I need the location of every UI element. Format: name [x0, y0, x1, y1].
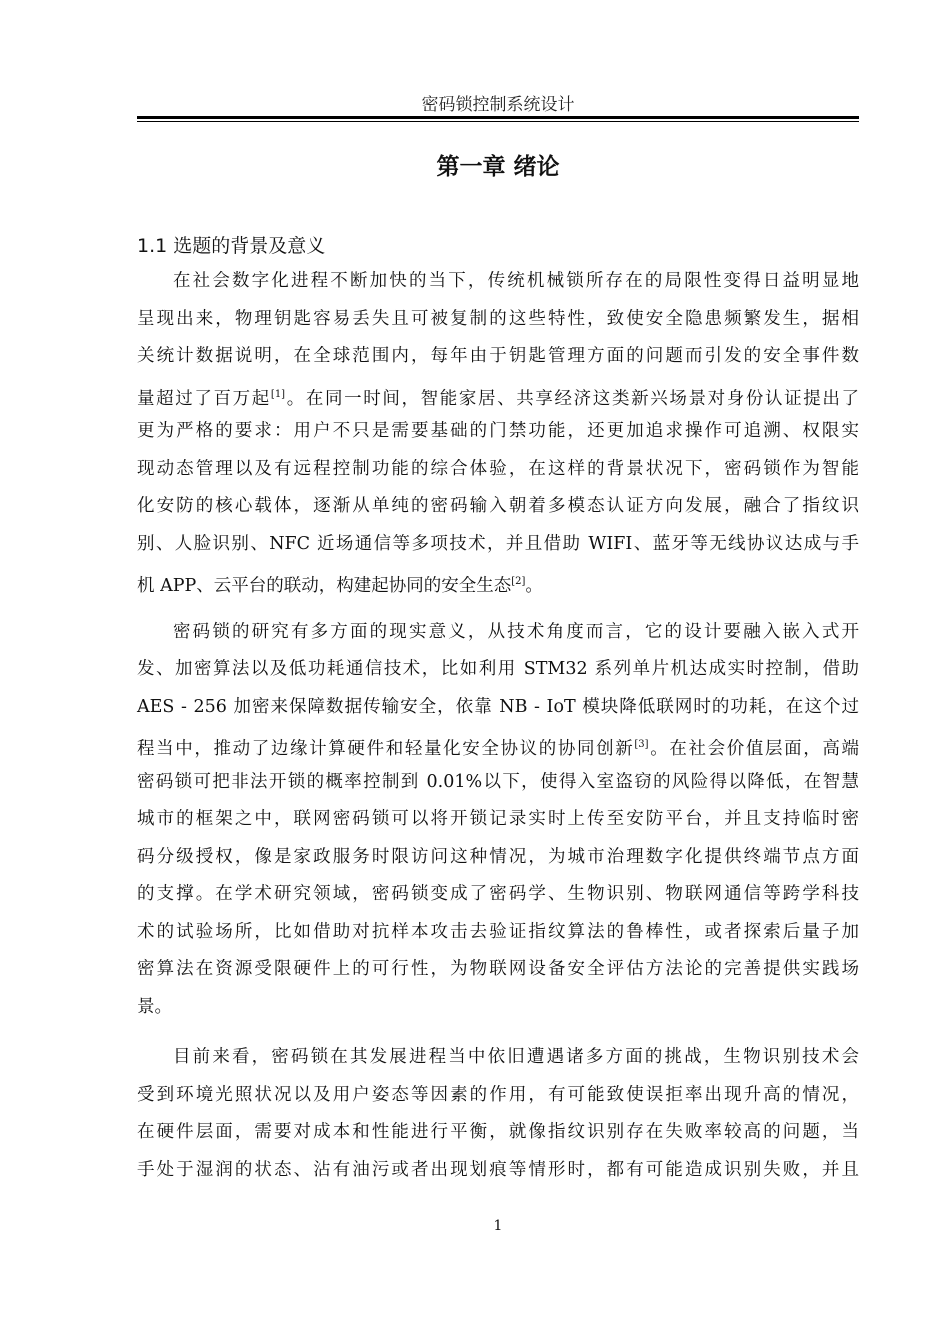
chapter-title: 第一章 绪论	[436, 154, 560, 180]
text-line: 密码锁可把非法开锁的概率控制到 0.01%以下，使得入室盗窃的风险得以降低，在智慧	[137, 771, 859, 792]
text-line: 术的试验场所，比如借助对抗样本攻击去验证指纹算法的鲁棒性，或者探索后量子加	[137, 921, 859, 942]
text-segment: 。	[525, 575, 543, 596]
text-segment: 程当中，推动了边缘计算硬件和轻量化安全协议的协同创新	[137, 738, 635, 759]
citation-ref: [3]	[634, 739, 649, 750]
text-segment: 。在社会价值层面，高端	[648, 738, 859, 759]
header-rule-thin	[137, 121, 859, 122]
text-line: 的支撑。在学术研究领域，密码锁变成了密码学、生物识别、物联网通信等跨学科技	[137, 884, 859, 904]
paragraph	[137, 1039, 859, 1189]
text-line: 在硬件层面，需要对成本和性能进行平衡，就像指纹识别存在失败率较高的问题，当	[137, 1122, 859, 1142]
citation-ref: [2]	[511, 576, 526, 587]
text-segment: 量超过了百万起	[137, 388, 271, 409]
text-line	[137, 726, 859, 764]
paragraph	[137, 263, 859, 601]
text-line: 密算法在资源受限硬件上的可行性，为物联网设备安全评估方法论的完善提供实践场	[137, 959, 859, 979]
text-line: 手处于湿润的状态、沾有油污或者出现划痕等情形时，都有可能造成识别失败，并且	[137, 1159, 859, 1180]
page-number: 1	[493, 1218, 503, 1234]
paragraph	[137, 614, 859, 1027]
header-rule-thick	[137, 116, 859, 119]
text-line: 发、加密算法以及低功耗通信技术，比如利用 STM32 系列单片机达成实时控制，借助	[137, 659, 859, 679]
text-segment: 。在同一时间，智能家居、共享经济这类新兴场景对身份认证提出了	[285, 388, 860, 409]
text-line	[137, 376, 859, 414]
body-text	[137, 263, 859, 1202]
text-line	[137, 563, 859, 601]
text-line: 呈现出来，物理钥匙容易丢失且可被复制的这些特性，致使安全隐患频繁发生，据相	[137, 308, 859, 329]
text-line: 目前来看，密码锁在其发展进程当中依旧遭遇诸多方面的挑战，生物识别技术会	[173, 1047, 859, 1067]
text-line: 现动态管理以及有远程控制功能的综合体验，在这样的背景状况下，密码锁作为智能	[137, 458, 859, 479]
section-heading: 1.1 选题的背景及意义	[137, 235, 326, 257]
text-line: AES - 256 加密来保障数据传输安全，依靠 NB - IoT 模块降低联网时的功耗，在这个过	[137, 696, 859, 717]
text-line: 密码锁的研究有多方面的现实意义，从技术角度而言，它的设计要融入嵌入式开	[173, 621, 859, 642]
text-segment: 机 APP、云平台的联动，构建起协同的安全生态	[137, 575, 512, 596]
text-line: 受到环境光照状况以及用户姿态等因素的作用，有可能致使误拒率出现升高的情况，	[137, 1084, 859, 1105]
text-line: 在社会数字化进程不断加快的当下，传统机械锁所存在的局限性变得日益明显地	[173, 271, 859, 291]
text-line: 景。	[137, 996, 172, 1017]
citation-ref: [1]	[270, 388, 286, 400]
text-line: 城市的框架之中，联网密码锁可以将开锁记录实时上传至安防平台，并且支持临时密	[137, 809, 859, 829]
text-line: 别、人脸识别、NFC 近场通信等多项技术，并且借助 WIFI、蓝牙等无线协议达成与手	[137, 533, 859, 554]
text-line: 码分级授权，像是家政服务时限访问这种情况，为城市治理数字化提供终端节点方面	[137, 846, 859, 867]
running-header: 密码锁控制系统设计	[421, 95, 575, 115]
text-line: 关统计数据说明，在全球范围内，每年由于钥匙管理方面的问题而引发的安全事件数	[137, 346, 859, 366]
text-line: 更为严格的要求：用户不只是需要基础的门禁功能，还更加追求操作可追溯、权限实	[137, 421, 859, 441]
text-line: 化安防的核心载体，逐渐从单纯的密码输入朝着多模态认证方向发展，融合了指纹识	[137, 496, 859, 516]
